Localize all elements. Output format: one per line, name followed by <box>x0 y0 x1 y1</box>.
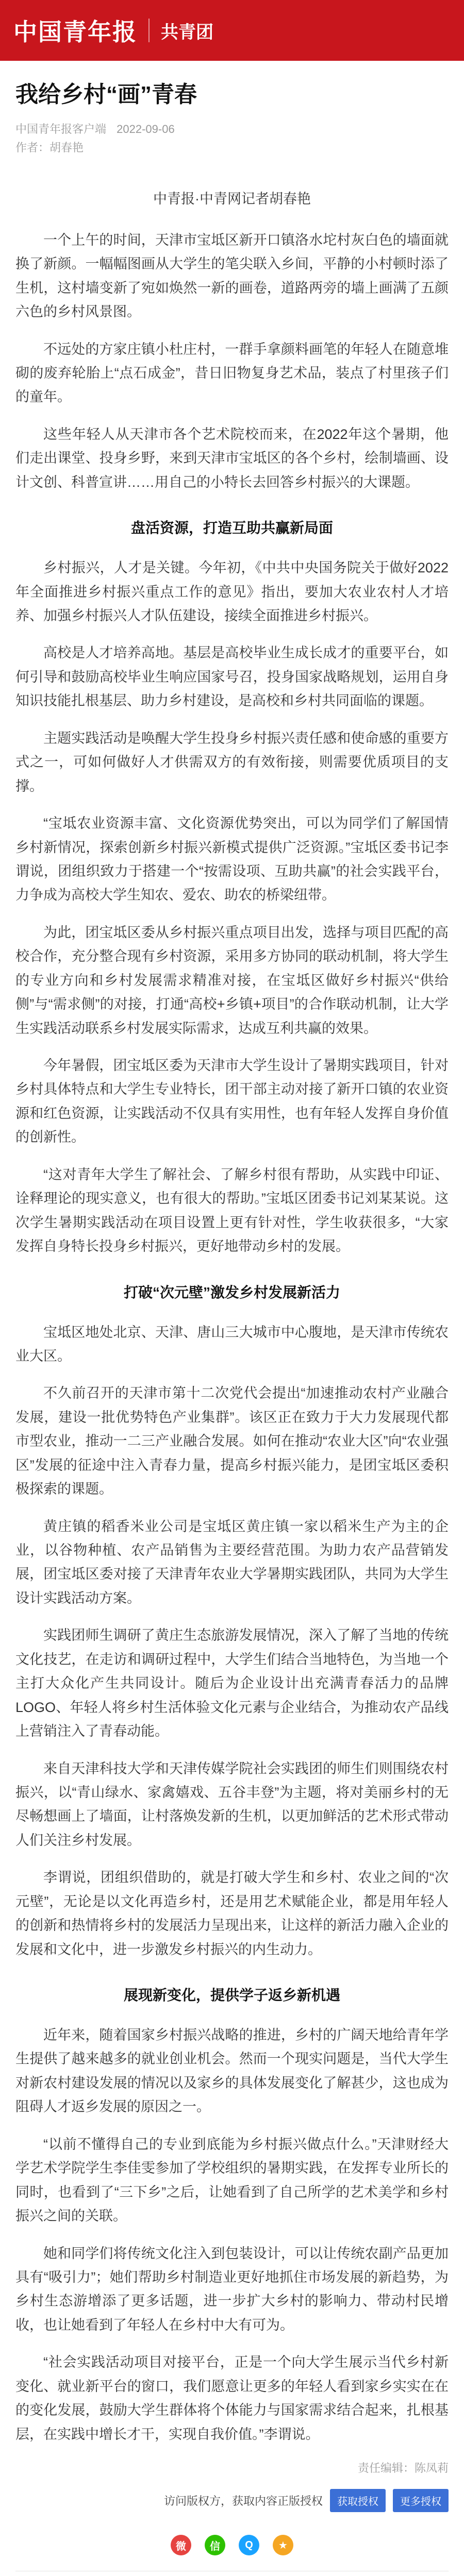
copyright-row <box>15 2489 449 2512</box>
paragraph: 不久前召开的天津市第十二次党代会提出“加速推动农村产业融合发展，建设一批优势特色产业集群”。该区正在致力于大力发展现代都市型农业，推动一二三产业融合发展。如何在推动“农业大区”向“农业强区”发展的征途中注入青春力量，提高乡村振兴能力，是团宝坻区委积极探索的课题。 <box>15 1385 449 1497</box>
qq-share-icon[interactable]: Q <box>239 2535 259 2555</box>
share-bar <box>15 2535 449 2555</box>
paragraph: 实践团师生调研了黄庄生态旅游发展情况，深入了解了当地的传统文化技艺，在走访和调研过程中，大学生们结合当地特色，为当地一个主打大众化产生共同设计。随后为企业设计出充满青春活力的品牌LOGO、年轻人将乡村生活体验文化元素与企业结合，为推动农产品线上营销注入了青春动能。 <box>15 1628 449 1739</box>
paragraph: 黄庄镇的稻香米业公司是宝坻区黄庄镇一家以稻米生产为主的企业，以谷物种植、农产品销售为主要经营范围。为助力农产品营销发展，团宝坻区委对接了天津青年农业大学暑期实践团队，共同为大学生设计实践活动方案。 <box>15 1518 449 1606</box>
top-bar <box>0 0 464 61</box>
paragraph: 乡村振兴，人才是关键。今年初，《中共中央国务院关于做好2022年全面推进乡村振兴重点工作的意见》指出，要加大农业农村人才培养、加强乡村振兴人才队伍建设，接续全面推进乡村振兴。 <box>15 560 449 624</box>
paragraph: 今年暑假，团宝坻区委为天津市大学生设计了暑期实践项目，针对乡村具体特点和大学生专业特长，团干部主动对接了新开口镇的农业资源和红色资源，让实践活动不仅具有实用性，也有年轻人发挥自身价值的创新性。 <box>15 1058 449 1145</box>
paragraph: “社会实践活动项目对接平台，正是一个向大学生展示当代乡村新变化、就业新平台的窗口，我们愿意让更多的年轻人看到家乡实实在在的变化发展，鼓励大学生群体将个体能力与国家需求结合起来，扎根基层，在实践中增长才干，实现自我价值。”李谓说。 <box>15 2354 449 2442</box>
weibo-share-icon[interactable]: 微 <box>171 2535 191 2555</box>
paragraph: “这对青年大学生了解社会、了解乡村很有帮助，从实践中印证、诠释理论的现实意义，也有很大的帮助。”宝坻区团委书记刘某某说。这次学生暑期实践活动在项目设置上更有针对性，学生收获很多，“大家发挥自身特长投身乡村振兴，更好地带动乡村的发展。 <box>15 1166 449 1255</box>
paragraph: 宝坻区地处北京、天津、唐山三大城市中心腹地，是天津市传统农业大区。 <box>15 1324 449 1364</box>
paragraph: 来自天津科技大学和天津传媒学院社会实践团的师生们则围绕农村振兴，以“青山绿水、家禽嬉戏、五谷丰登”为主题，将对美丽乡村的无尽畅想画上了墙面，让村落焕发新的生机，以更加鲜活的艺术形式带动人们关注乡村发展。 <box>15 1760 449 1848</box>
article-source: 中国青年报客户端 <box>15 123 107 136</box>
site-logo[interactable]: 中国青年报 <box>13 18 137 46</box>
paragraph: 为此，团宝坻区委从乡村振兴重点项目出发，选择与项目匹配的高校合作，充分整合现有乡村资源，采用多方协同的联动机制，将大学生的专业方向和乡村发展需求精准对接，在宝坻区做好乡村振兴“供给侧”与“需求侧”的对接，打通“高校+乡镇+项目”的合作联动机制，让大学生实践活动联系乡村发展实际需求，达成互利共赢的效果。 <box>15 924 449 1036</box>
get-authorization-button[interactable]: 获取授权 <box>330 2489 386 2512</box>
paragraph: 不远处的方家庄镇小杜庄村，一群手拿颜料画笔的年轻人在随意堆砌的废弃轮胎上“点石成金”，昔日旧物复身艺术品，装点了村里孩子们的童年。 <box>15 341 449 405</box>
article-byline: 中青报·中青网记者胡春艳 <box>153 191 311 207</box>
article-title: 我给乡村“画”青春 <box>15 82 197 107</box>
more-authorization-button[interactable]: 更多授权 <box>393 2489 449 2512</box>
paragraph: 这些年轻人从天津市各个艺术院校而来，在2022年这个暑期，他们走出课堂、投身乡野，来到天津市宝坻区的各个乡村，绘制墙画、设计文创、科普宣讲……用自己的小特长去回答乡村振兴的大课题。 <box>15 426 449 490</box>
article-body <box>15 228 449 2446</box>
paragraph: 近年来，随着国家乡村振兴战略的推进，乡村的广阔天地给青年学生提供了越来越多的就业创业机会。然而一个现实问题是，当代大学生对新农村建设发展的情况以及家乡的具体发展变化了解甚少，这也成为阻碍人才返乡发展的原因之一。 <box>15 2027 449 2115</box>
article <box>0 61 464 2576</box>
paragraph: 一个上午的时间，天津市宝坻区新开口镇洛水坨村灰白色的墙面就换了新颜。一幅幅图画从大学生的笔尖联入乡间，平静的小村顿时添了生机，这村墙变新了宛如焕然一新的画卷，道路两旁的墙上画满了五颜六色的乡村风景图。 <box>15 232 449 320</box>
paragraph: 高校是人才培养高地。基层是高校毕业生成长成才的重要平台，如何引导和鼓励高校毕业生响应国家号召，投身国家战略规划，运用自身知识技能扎根基层、助力乡村建设，是高校和乡村共同面临的课题。 <box>15 645 449 709</box>
paragraph: “以前不懂得自己的专业到底能为乡村振兴做点什么。”天津财经大学艺术学院学生李佳雯参加了学校组织的暑期实践，在发挥专业所长的同时，也看到了“三下乡”之后，让她看到了自己所学的艺术美学和乡村振兴之间的关联。 <box>15 2136 449 2224</box>
wechat-share-icon[interactable]: 信 <box>205 2535 225 2555</box>
article-date: 2022-09-06 <box>117 123 175 136</box>
copyright-notice <box>15 2571 449 2576</box>
section-heading: 盘活资源，打造互助共赢新局面 <box>130 520 333 536</box>
section-heading: 打破“次元壁”激发乡村发展新活力 <box>123 1284 340 1300</box>
article-author: 作者：胡春艳 <box>15 141 84 154</box>
paragraph: 李谓说，团组织借助的，就是打破大学生和乡村、农业之间的“次元壁”，无论是以文化再造乡村，还是用艺术赋能企业，都是用年轻人的创新和热情将乡村的发展活力呈现出来，让这样的新活力融入企业的发展和文化中，进一步激发乡村振兴的内生动力。 <box>15 1870 449 1957</box>
paragraph: 她和同学们将传统文化注入到包装设计，可以让传统农副产品更加具有“吸引力”；她们帮助乡村制造业更好地抓住市场发展的新趋势，为乡村生态游增添了更多话题，进一步扩大乡村的影响力、带动村民增收，也让她看到了年轻人在乡村中大有可为。 <box>15 2245 449 2333</box>
channel-name[interactable]: 共青团 <box>161 22 213 42</box>
paragraph: “宝坻农业资源丰富、文化资源优势突出，可以为同学们了解国情乡村新情况，探索创新乡村振兴新模式提供广泛资源。”宝坻区委书记李谓说，团组织致力于搭建一个“按需设项、互助共赢”的社会实践平台，力争成为高校大学生知农、爱农、助农的桥梁纽带。 <box>15 816 449 903</box>
section-heading: 展现新变化，提供学子返乡新机遇 <box>123 1987 340 2004</box>
paragraph: 主题实践活动是唤醒大学生投身乡村振兴责任感和使命感的重要方式之一，可如何做好人才供需双方的有效衔接，则需要优质项目的支撑。 <box>15 730 449 794</box>
responsible-editor: 责任编辑：陈凤莉 <box>357 2462 449 2475</box>
qzone-share-icon[interactable]: ★ <box>273 2535 293 2555</box>
copyright-tip: 访问版权方，获取内容正版授权 <box>163 2495 323 2508</box>
article-meta <box>15 120 449 156</box>
logo-separator <box>148 19 150 42</box>
